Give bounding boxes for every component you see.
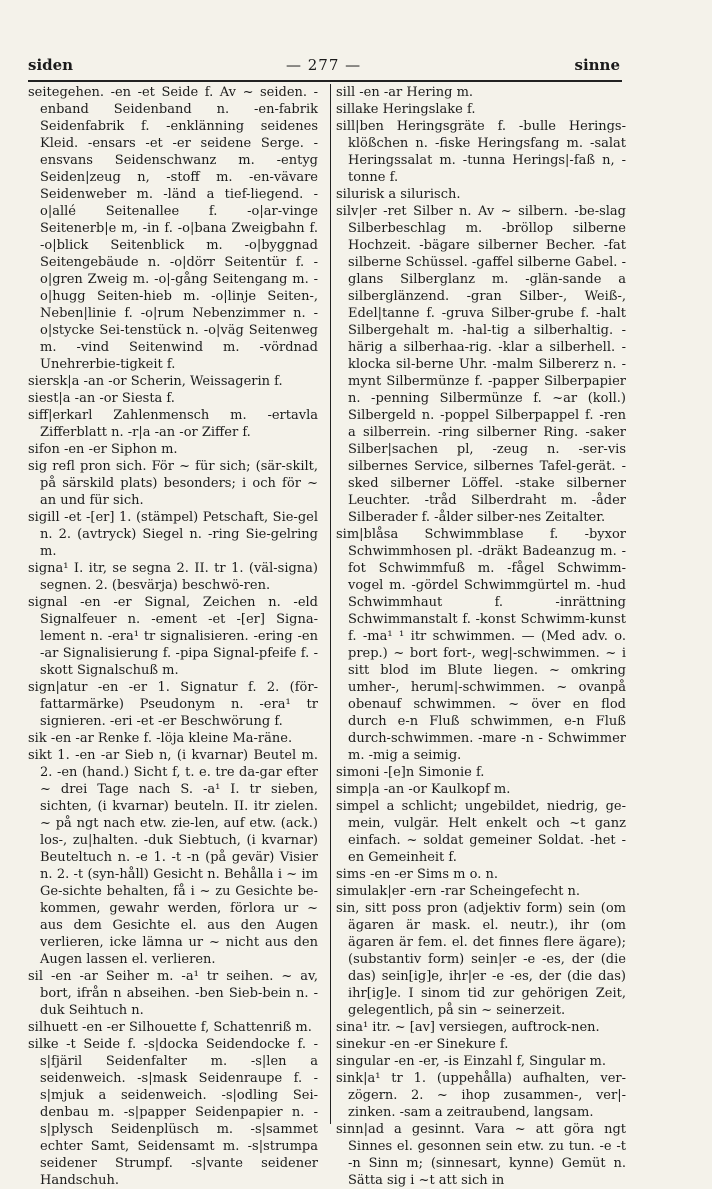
dictionary-entry: sil -en -ar Seiher m. -a¹ tr seihen. ~ av, bort, ifrån n abseihen. -ben Sieb-bein n. -duk Seihtuch n. bbox=[28, 969, 318, 1018]
dictionary-entry: sim|blåsa Schwimmblase f. -byxor Schwimmhosen pl. -dräkt Badeanzug m. -fot Schwimmfuß m. -fågel Schwimm-vogel m. -gördel Schwimmgürtel m. -hud Schwimmhaut f. -inrättning Schwimmanstalt f. -konst Schwimm-kunst f. -ma¹ ¹ itr schwimmen. — (Med adv. o. prep.) ~ bort fort-, weg|-schwimmen. ~ i sitt blod im Blute liegen. ~ omkring umher-, herum|-schwimmen. ~ ovanpå obenauf schwimmen. ~ över en flod durch e-n Fluß schwimmen, e-n Fluß durch-schwimmen. -mare -n - Schwimmer m. -mig a seimig. bbox=[336, 527, 626, 763]
dictionary-entry: sill|ben Heringsgräte f. -bulle Herings-klößchen n. -fiske Heringsfang m. -salat Heringssalat m. -tunna Herings|-faß n, -tonne f. bbox=[336, 119, 626, 185]
dictionary-entry: silurisk a silurisch. bbox=[336, 187, 461, 202]
dictionary-entry: silke -t Seide f. -s|docka Seidendocke f. -s|fjäril Seidenfalter m. -s|len a seidenweich. -s|mask Seidenraupe f. -s|mjuk a seidenweich. -s|odling Sei-denbau m. -s|papper Seidenpapier n. -s|plysch Seidenplüsch m. -s|sammet echter Samt, Seidensamt m. -s|strumpa seidener Strumpf. -s|vante seidener Handschuh. bbox=[28, 1037, 318, 1188]
page-header bbox=[28, 56, 620, 80]
dictionary-entry: sill -en -ar Hering m. bbox=[336, 85, 474, 100]
dictionary-entry: sillake Heringslake f. bbox=[336, 102, 476, 117]
dictionary-entry: sin, sitt poss pron (adjektiv form) sein (om ägaren är mask. el. neutr.), ihr (om ägaren är fem. el. det finnes flere ägare); (substantiv form) sein|er -e -es, der (die das) sein[ig]e, ihr|er -e -es, der (die das) ihr[ig]e. I sinom tid zur gehörigen Zeit, gelegentlich, på sin ~ seinerzeit. bbox=[336, 901, 626, 1018]
dictionary-entry: siersk|a -an -or Scherin, Weissagerin f. bbox=[28, 374, 283, 389]
right-column bbox=[336, 84, 626, 1189]
column-divider bbox=[330, 84, 331, 1124]
dictionary-entry: sigill -et -[er] 1. (stämpel) Petschaft, Sie-gel n. 2. (avtryck) Siegel n. -ring Sie-gelring m. bbox=[28, 510, 318, 559]
dictionary-entry: sik -en -ar Renke f. -löja kleine Ma-räne. bbox=[28, 731, 293, 746]
header-rule bbox=[28, 80, 622, 82]
dictionary-entry: seitegehen. -en -et Seide f. Av ~ seiden. -enband Seidenband n. -en-fabrik Seidenfabrik f. -enklänning seidenes Kleid. -ensars -et -er seidene Serge. -ensvans Seidenschwanz m. -entyg Seiden|zeug n, -stoff m. -en-vävare Seidenweber m. -länd a tief-liegend. -o|allé Seitenallee f. -o|ar-vinge Seitenerb|e m, -in f. -o|bana Zweigbahn f. -o|blick Seitenblick m. -o|byggnad Seitengebäude n. -o|dörr Seitentür f. -o|gren Zweig m. -o|-gång Seitengang m. -o|hugg Seiten-hieb m. -o|linje Seiten-, Neben|linie f. -o|rum Nebenzimmer n. -o|stycke Sei-tenstück n. -o|väg Seitenweg m. -vind Seitenwind m. -vördnad Unehrerbie-tigkeit f. bbox=[28, 85, 318, 372]
dictionary-entry: sinekur -en -er Sinekure f. bbox=[336, 1037, 509, 1052]
left-column bbox=[28, 84, 318, 1189]
header-right-guide-word: sinne bbox=[574, 56, 620, 74]
dictionary-entry: signa¹ I. itr, se segna 2. II. tr 1. (väl-signa) segnen. 2. (besvärja) beschwö-ren. bbox=[28, 561, 318, 593]
dictionary-entry: siff|erkarl Zahlenmensch m. -ertavla Zifferblatt n. -r|a -an -or Ziffer f. bbox=[28, 408, 318, 440]
dictionary-entry: sink|a¹ tr 1. (uppehålla) aufhalten, ver-zögern. 2. ~ ihop zusammen-, ver|-zinken. -sam a zeitraubend, langsam. bbox=[336, 1071, 626, 1120]
dictionary-entry: silhuett -en -er Silhouette f, Schattenriß m. bbox=[28, 1020, 312, 1035]
dictionary-entry: simpel a schlicht; ungebildet, niedrig, ge-mein, vulgär. Helt enkelt och ~t ganz einfach. ~ soldat gemeiner Soldat. -het -en Gemeinheit f. bbox=[336, 799, 626, 865]
dictionary-entry: signal -en -er Signal, Zeichen n. -eld Signalfeuer n. -ement -et -[er] Signa-lement n. -era¹ tr signalisieren. -ering -en -ar Signalisierung f. -pipa Signal-pfeife f. -skott Signalschuß m. bbox=[28, 595, 318, 678]
dictionary-entry: siest|a -an -or Siesta f. bbox=[28, 391, 175, 406]
header-left-guide-word: siden bbox=[28, 56, 74, 74]
dictionary-entry: sinn|ad a gesinnt. Vara ~ att göra ngt Sinnes el. gesonnen sein etw. zu tun. -e -t -n Sinn m; (sinnesart, kynne) Gemüt n. Sätta sig i ~t att sich in bbox=[336, 1122, 626, 1188]
dictionary-entry: singular -en -er, -is Einzahl f, Singular m. bbox=[336, 1054, 606, 1069]
dictionary-entry: sifon -en -er Siphon m. bbox=[28, 442, 178, 457]
dictionary-entry: sig refl pron sich. För ~ für sich; (sär-skilt, på särskild plats) besonders; i och för ~ an und für sich. bbox=[28, 459, 318, 508]
dictionary-entry: silv|er -ret Silber n. Av ~ silbern. -be-slag Silberbeschlag m. -bröllop silberne Hochzeit. -bägare silberner Becher. -fat silberne Schüssel. -gaffel silberne Gabel. -glans Silberglanz m. -glän-sande a silberglänzend. -gran Silber-, Weiß-, Edel|tanne f. -gruva Silber-grube f. -halt Silbergehalt m. -hal-tig a silberhaltig. -härig a silberhaa-rig. -klar a silberhell. -klocka sil-berne Uhr. -malm Silbererz n. -mynt Silbermünze f. -papper Silberpapier n. -penning Silbermünze f. ~ar (koll.) Silbergeld n. -poppel Silberpappel f. -ren a silberrein. -ring silberner Ring. -saker Silber|sachen pl, -zeug n. -ser-vis silbernes Service, silbernes Tafel-gerät. -sked silberner Löffel. -stake silberner Leuchter. -tråd Silberdraht m. -åder Silberader f. -ålder silber-nes Zeitalter. bbox=[336, 204, 626, 525]
dictionary-entry: sikt 1. -en -ar Sieb n, (i kvarnar) Beutel m. 2. -en (hand.) Sicht f, t. e. tre da-gar efter ~ drei Tage nach S. -a¹ I. tr sieben, sichten, (i kvarnar) beuteln. II. itr zielen. ~ på ngt nach etw. zie-len, auf etw. (ack.) los-, zu|halten. -duk Siebtuch, (i kvarnar) Beuteltuch n. -e 1. -t -n (på gevär) Visier n. 2. -t (syn-håll) Gesicht n. Behålla i ~ im Ge-sichte behalten, få i ~ zu Gesichte be-kommen, gewahr werden, förlora ur ~ aus dem Gesichte el. aus den Augen verlieren, icke lämna ur ~ nicht aus den Augen lassen el. verlieren. bbox=[28, 748, 318, 967]
dictionary-entry: simoni -[e]n Simonie f. bbox=[336, 765, 485, 780]
dictionary-entry: sina¹ itr. ~ [av] versiegen, auftrock-nen. bbox=[336, 1020, 600, 1035]
page-number: — 277 — bbox=[286, 56, 362, 74]
dictionary-entry: simulak|er -ern -rar Scheingefecht n. bbox=[336, 884, 581, 899]
dictionary-entry: sims -en -er Sims m o. n. bbox=[336, 867, 499, 882]
dictionary-entry: sign|atur -en -er 1. Signatur f. 2. (för-fattarmärke) Pseudonym n. -era¹ tr signieren. -eri -et -er Beschwörung f. bbox=[28, 680, 318, 729]
dictionary-entry: simp|a -an -or Kaulkopf m. bbox=[336, 782, 511, 797]
